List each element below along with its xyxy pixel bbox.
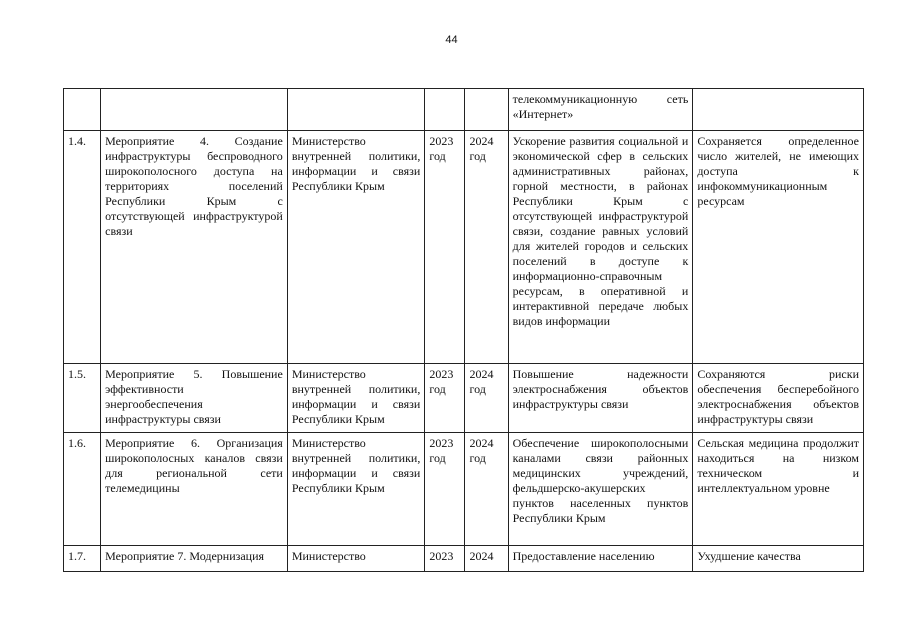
cell-no: 1.7. — [64, 546, 101, 572]
cell-end: 2024 — [465, 546, 508, 572]
cell-no: 1.6. — [64, 433, 101, 546]
cell-event: Мероприятие 6. Организация широкополосных каналов связи для региональной сети телемедицины — [101, 433, 288, 546]
cell-no: 1.5. — [64, 364, 101, 433]
cell-start — [425, 89, 465, 131]
cell-start: 2023 год — [425, 433, 465, 546]
table-row — [64, 433, 864, 546]
cell-end: 2024 год — [465, 364, 508, 433]
cell-event: Мероприятие 4. Создание инфраструктуры беспроводного широкополосного доступа на территориях поселений Республики Крым с отсутствующей инфраструктурой связи — [101, 131, 288, 364]
cell-result: Ускорение развития социальной и экономической сфер в сельских административных районах, горной местности, в районах Республики Крым с отсутствующей инфраструктурой связи, создание равных условий для жителей городов и сельских поселений в доступе к информационно-справочным ресурсам, в оперативной и интерактивной передаче любых видов информации — [508, 131, 693, 364]
cell-no: 1.4. — [64, 131, 101, 364]
cell-event — [101, 89, 288, 131]
cell-result: телекоммуникационную сеть «Интернет» — [508, 89, 693, 131]
cell-executor: Министерство — [287, 546, 425, 572]
cell-executor: Министерство внутренней политики, информации и связи Республики Крым — [287, 364, 425, 433]
measures-table — [63, 88, 864, 572]
cell-end: 2024 год — [465, 433, 508, 546]
cell-start: 2023 год — [425, 131, 465, 364]
page-number: 44 — [445, 34, 458, 46]
cell-result: Обеспечение широкополосными каналами связи районных медицинских учреждений, фельдшерско-акушерских пунктов населенных пунктов Республики Крым — [508, 433, 693, 546]
cell-consequence: Сохраняются риски обеспечения бесперебойного электроснабжения объектов инфраструктуры связи — [693, 364, 864, 433]
cell-start: 2023 — [425, 546, 465, 572]
table-row — [64, 546, 864, 572]
cell-consequence — [693, 89, 864, 131]
cell-event: Мероприятие 5. Повышение эффективности энергообеспечения инфраструктуры связи — [101, 364, 288, 433]
cell-consequence: Сохраняется определенное число жителей, не имеющих доступа к инфокоммуникационным ресурсам — [693, 131, 864, 364]
table-row — [64, 131, 864, 364]
cell-end — [465, 89, 508, 131]
cell-consequence: Сельская медицина продолжит находиться на низком техническом и интеллектуальном уровне — [693, 433, 864, 546]
cell-end: 2024 год — [465, 131, 508, 364]
cell-executor: Министерство внутренней политики, информации и связи Республики Крым — [287, 131, 425, 364]
table-row — [64, 89, 864, 131]
cell-no — [64, 89, 101, 131]
cell-result: Предоставление населению — [508, 546, 693, 572]
table-row — [64, 364, 864, 433]
cell-start: 2023 год — [425, 364, 465, 433]
cell-executor: Министерство внутренней политики, информации и связи Республики Крым — [287, 433, 425, 546]
cell-event: Мероприятие 7. Модернизация — [101, 546, 288, 572]
cell-result: Повышение надежности электроснабжения объектов инфраструктуры связи — [508, 364, 693, 433]
cell-consequence: Ухудшение качества — [693, 546, 864, 572]
cell-executor — [287, 89, 425, 131]
